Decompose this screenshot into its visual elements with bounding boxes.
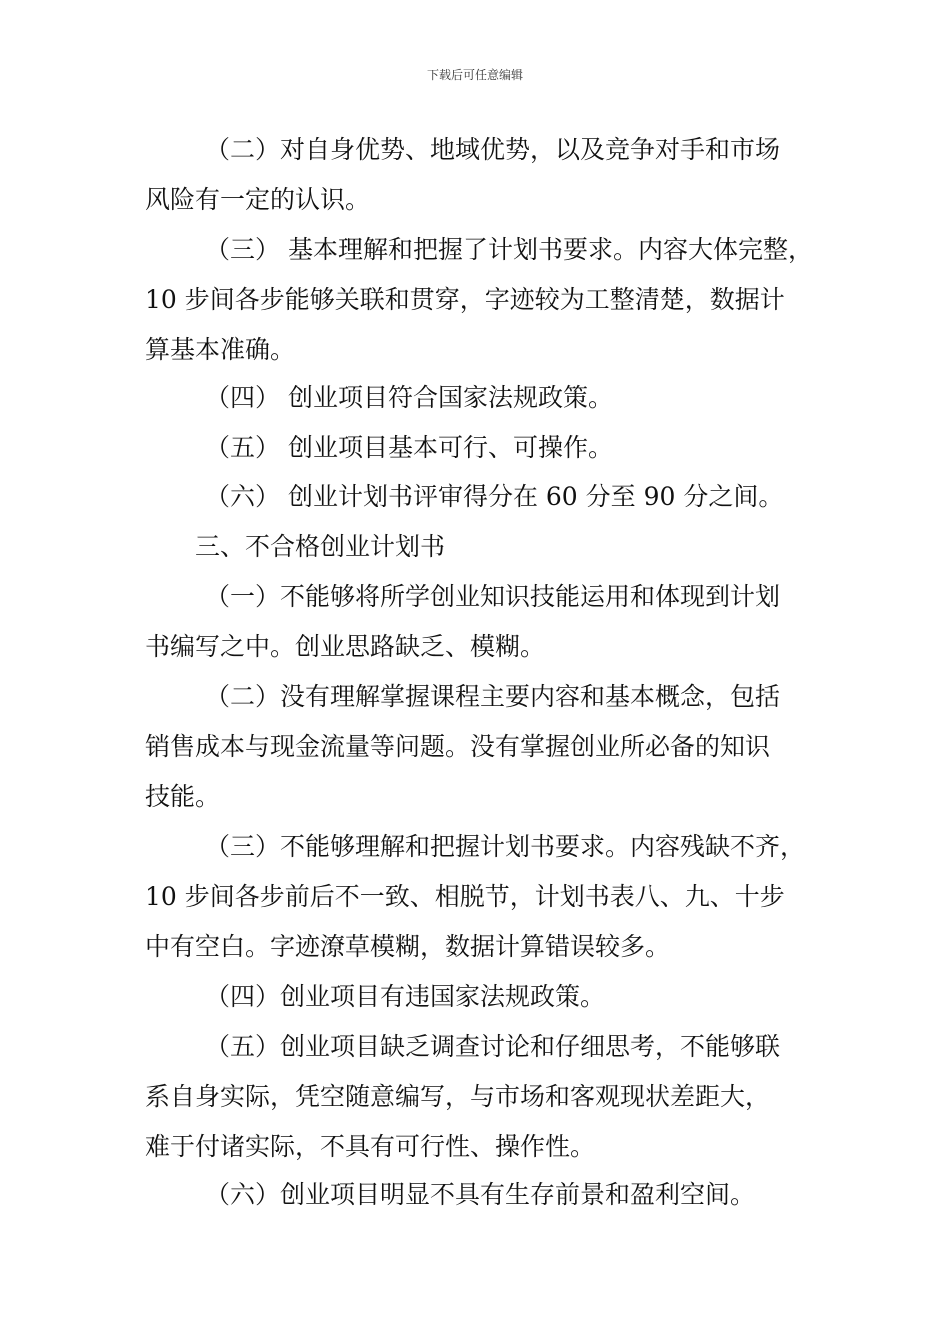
paragraph-line: 10 步间各步前后不一致、相脱节，计划书表八、九、十步 — [145, 882, 785, 911]
paragraph-line: （二）对自身优势、地域优势，以及竞争对手和市场 — [205, 135, 781, 164]
paragraph-line: 10 步间各步能够关联和贯穿，字迹较为工整清楚，数据计 — [145, 285, 785, 314]
paragraph-line: （六）创业项目明显不具有生存前景和盈利空间。 — [205, 1180, 756, 1209]
section-heading: 三、不合格创业计划书 — [195, 532, 446, 561]
paragraph-line: （五） 创业项目基本可行、可操作。 — [205, 433, 613, 462]
paragraph-line: 难于付诸实际，不具有可行性、操作性。 — [145, 1132, 596, 1161]
paragraph-line: 销售成本与现金流量等问题。没有掌握创业所必备的知识 — [145, 732, 771, 761]
paragraph-line: （六） 创业计划书评审得分在 60 分至 90 分之间。 — [205, 482, 784, 511]
paragraph-line: （二）没有理解掌握课程主要内容和基本概念，包括 — [205, 682, 781, 711]
paragraph-line: （四）创业项目有违国家法规政策。 — [205, 982, 606, 1011]
paragraph-line: （一）不能够将所学创业知识技能运用和体现到计划 — [205, 582, 781, 611]
paragraph-line: 算基本准确。 — [145, 335, 296, 364]
paragraph-line: 系自身实际，凭空随意编写，与市场和客观现状差距大， — [145, 1082, 771, 1111]
paragraph-line: 书编写之中。创业思路缺乏、模糊。 — [145, 632, 546, 661]
page-header: 下载后可任意编辑 — [426, 68, 523, 82]
paragraph-line: 技能。 — [145, 782, 221, 811]
paragraph-line: 风险有一定的认识。 — [145, 185, 371, 214]
paragraph-line: （五）创业项目缺乏调查讨论和仔细思考，不能够联 — [205, 1032, 781, 1061]
paragraph-line: （三） 基本理解和把握了计划书要求。内容大体完整， — [205, 235, 813, 264]
paragraph-line: （四） 创业项目符合国家法规政策。 — [205, 383, 613, 412]
paragraph-line: （三）不能够理解和把握计划书要求。内容残缺不齐， — [205, 832, 806, 861]
paragraph-line: 中有空白。字迹潦草模糊，数据计算错误较多。 — [145, 932, 671, 961]
